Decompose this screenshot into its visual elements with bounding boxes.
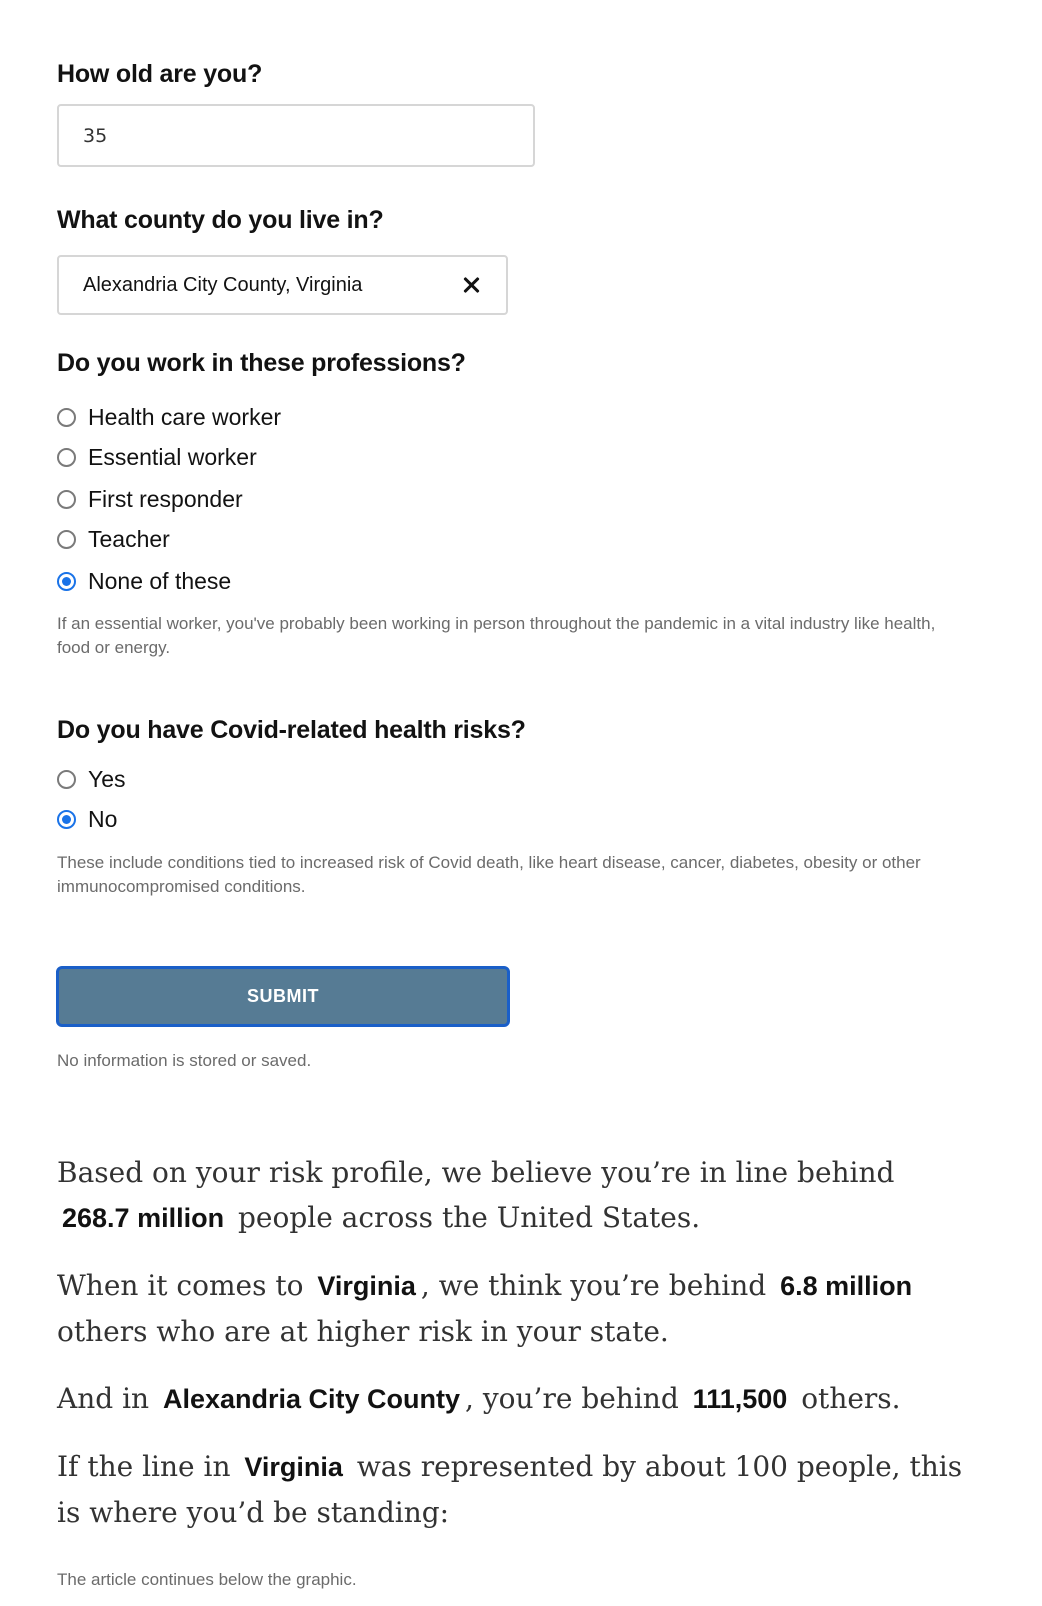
- county-count: 111,500: [692, 1384, 788, 1414]
- us-count: 268.7 million: [62, 1203, 225, 1233]
- radio-option-no[interactable]: [57, 804, 117, 834]
- age-question: How old are you?: [57, 60, 263, 88]
- radio-label: Teacher: [88, 525, 170, 552]
- radio-option-yes[interactable]: [57, 764, 126, 794]
- radio-label: No: [88, 805, 118, 832]
- state-count: 6.8 million: [780, 1271, 913, 1301]
- line-state-name: Virginia: [244, 1452, 343, 1482]
- county-question: What county do you live in?: [57, 206, 384, 234]
- article-continues-note: The article continues below the graphic.: [57, 1570, 357, 1589]
- radio-button-selected[interactable]: [57, 810, 76, 829]
- result-state: When it comes to Virginia , we think you’re behind 6.8 million others who are at higher risk in your state.: [57, 1263, 987, 1354]
- result-line-intro: If the line in Virginia was represented by about 100 people, this is where you’d be standing:: [57, 1450, 963, 1529]
- health-risks-note: These include conditions tied to increased risk of Covid death, like heart disease, cancer, diabetes, obesity or other immunocompromised conditions.: [57, 853, 921, 896]
- professions-note: If an essential worker, you've probably been working in person throughout the pandemic in a vital industry like health, food or energy.: [57, 614, 936, 657]
- radio-option-health-care[interactable]: [57, 402, 281, 432]
- age-input[interactable]: [57, 104, 535, 167]
- result-county: And in Alexandria City County , you’re behind 111,500 others.: [57, 1382, 901, 1415]
- radio-button[interactable]: [57, 408, 76, 427]
- radio-label: None of these: [88, 567, 232, 594]
- radio-label: First responder: [88, 485, 243, 512]
- radio-button[interactable]: [57, 448, 76, 467]
- county-field[interactable]: [57, 255, 508, 315]
- submit-button[interactable]: SUBMIT: [56, 966, 510, 1027]
- radio-option-teacher[interactable]: [57, 524, 170, 554]
- health-risks-question: Do you have Covid-related health risks?: [57, 716, 526, 744]
- radio-button[interactable]: [57, 770, 76, 789]
- county-value: Alexandria City County, Virginia: [83, 273, 363, 296]
- radio-label: Essential worker: [88, 443, 257, 470]
- radio-label: Yes: [88, 765, 126, 792]
- radio-option-none[interactable]: [57, 566, 231, 596]
- close-icon[interactable]: [460, 274, 482, 296]
- radio-button[interactable]: [57, 490, 76, 509]
- state-name: Virginia: [317, 1271, 416, 1301]
- radio-label: Health care worker: [88, 403, 282, 430]
- radio-button[interactable]: [57, 530, 76, 549]
- privacy-note: No information is stored or saved.: [57, 1051, 312, 1070]
- professions-question: Do you work in these professions?: [57, 349, 466, 377]
- radio-option-first-responder[interactable]: [57, 484, 243, 514]
- radio-option-essential[interactable]: [57, 442, 257, 472]
- radio-button-selected[interactable]: [57, 572, 76, 591]
- result-national: Based on your risk profile, we believe you’re in line behind 268.7 million people across the United States.: [57, 1156, 895, 1234]
- county-name: Alexandria City County: [162, 1384, 461, 1414]
